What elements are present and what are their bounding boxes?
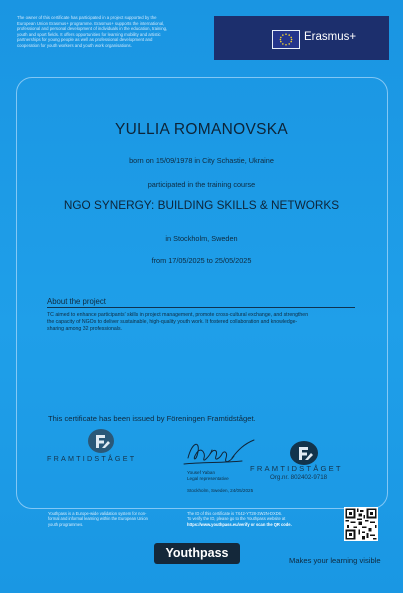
participation-statement: participated in the training course: [147, 180, 256, 189]
youthpass-tagline: Makes your learning visible: [289, 556, 381, 565]
framtidstaget-wordmark: FRAMTIDSTÅGET: [47, 454, 137, 463]
course-location: in Stockholm, Sweden: [165, 234, 238, 243]
footer-line: Youthpass is a Europe-wide validation system for non-: [48, 511, 147, 516]
qr-code-icon[interactable]: [344, 507, 378, 541]
about-line: the capacity of NGOs to deliver sustainable, high-quality youth work. It fostered collaboration and knowledge-: [47, 318, 298, 325]
framtidstaget-logo-icon: [290, 441, 318, 465]
participant-name: YULLIA ROMANOVSKA: [114, 121, 289, 138]
framtidstaget-logo: [46, 429, 158, 463]
footer-line: formal and informal learning within the European Union: [48, 516, 148, 522]
about-line: TC aimed to enhance participants' skills in project management, promote cross-cultural exchange, and strengthen: [47, 312, 309, 318]
intro-line: The owner of this certificate has participated in a project supported by the: [17, 15, 157, 20]
intro-line: cooperation for youth workers and youth work organisations.: [17, 42, 132, 48]
course-dates: from 17/05/2025 to 25/05/2025: [151, 256, 252, 265]
issuer-statement: This certificate has been issued by Föreningen Framtidståget.: [48, 414, 256, 423]
signer-role: Legal representative: [187, 475, 229, 481]
youthpass-logo: Youthpass: [154, 543, 240, 564]
about-line: sharing among 32 professionals.: [47, 325, 122, 332]
certificate-id-line: The ID of this certificate is 7X42-YT28-3W2N-DXD6.: [187, 511, 283, 516]
framtidstaget-stamp-wordmark: FRAMTIDSTÅGET: [250, 464, 343, 473]
signature: [182, 432, 260, 472]
intro-line: youth and sport fields. It offers opportunities for learning mobility and artistic: [17, 31, 161, 37]
course-title: NGO SYNERGY: BUILDING SKILLS & NETWORKS: [63, 198, 340, 212]
intro-line: professional and personal development of individuals in the education, training,: [17, 26, 168, 32]
erasmus-wordmark: Erasmus+: [304, 31, 357, 43]
signing-place-date: Stockholm, Sweden, 24/05/2025: [187, 488, 254, 493]
intro-text: [17, 15, 215, 49]
verify-line: To verify the ID, please go to the Youthpass website at: [187, 516, 286, 522]
birth-details: born on 15/09/1978 in City Schastie, Ukraine: [129, 156, 274, 165]
organisation-number: Org.nr. 802402-9718: [270, 474, 328, 481]
about-divider: [47, 307, 355, 308]
verify-url-line[interactable]: https://www.youthpass.eu/verify or scan the QR code.: [187, 521, 292, 527]
eu-flag-icon: [272, 30, 300, 49]
signer-name: Yousef Yaban: [187, 470, 216, 475]
intro-line: European Union Erasmus+ programme. Erasmus+ supports the international,: [17, 20, 165, 26]
footer-line: youth programmes.: [48, 521, 84, 527]
youthpass-description: [48, 511, 180, 527]
framtidstaget-logo-icon: [88, 429, 114, 453]
about-project-text: [47, 312, 359, 332]
certificate-verification-text: [187, 511, 333, 527]
erasmus-logo: [214, 16, 389, 60]
signer-info: [187, 470, 229, 482]
about-project-heading: About the project: [47, 297, 106, 306]
intro-line: partnerships for young people as well as professional development and: [17, 37, 153, 43]
